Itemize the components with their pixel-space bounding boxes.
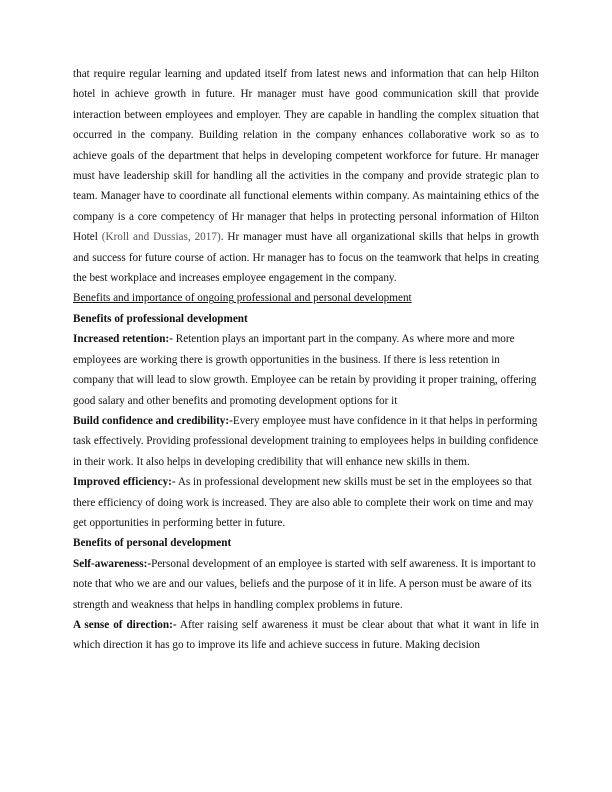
personal-heading: Benefits of personal development xyxy=(73,537,232,550)
section-title: Benefits and importance of ongoing professional and personal development xyxy=(73,292,412,305)
intro-text-1: that require regular learning and updated itself from latest news and information that can help Hilton hotel in achieve growth in future. Hr manager must have good communication skill that provide interaction between employees and employer. They are capable in handling the complex situation that occurred in the company. Building relation in the company enhances collaborative work so as to achieve goals of the department that helps in developing competent workforce for future. Hr manager must have leadership skill for handling all the activities in the company and provide strategic plan to team. Manager have to coordinate all functional elements within company. As maintaining ethics of the company is a core competency of Hr manager that helps in protecting personal information of Hilton Hotel xyxy=(73,68,539,244)
benefit-sense-of-direction xyxy=(73,615,539,656)
benefit-text: After raising self awareness it must be clear about that what it want in life in which direction it has go to improve its life and achieve success in future. Making decision xyxy=(73,618,539,652)
intro-paragraph xyxy=(73,64,539,288)
benefit-text: Retention plays an important part in the company. As where more and more employees are working there is growth opportunities in the business. If there is less retention in company that will lead to slow growth. Employee can be retain by providing it proper training, offering good salary and other benefits and promoting development options for it xyxy=(73,333,537,407)
benefit-label: Improved efficiency:- xyxy=(73,476,176,489)
citation: (Kroll and Dussias, 2017) xyxy=(101,231,221,244)
benefit-self-awareness xyxy=(73,554,539,615)
benefit-label: A sense of direction:- xyxy=(73,618,177,631)
intro-text-2: . Hr manager must have all organizational skills that helps in growth and success for future course of action. Hr manager has to focus on the teamwork that helps in creating the best workplace and increases employee engagement in the company. xyxy=(73,231,540,285)
benefit-text: Personal development of an employee is started with self awareness. It is important to note that who we are and our values, beliefs and the purpose of it in life. A person must be aware of its strength and weakness that helps in handling complex problems in future. xyxy=(73,557,536,611)
benefit-increased-retention xyxy=(73,329,539,411)
benefit-text: Every employee must have confidence in it that helps in performing task effectively. Providing professional development training to employees helps in building confidence in their work. It also helps in developing credibility that will enhance new skills in them. xyxy=(73,414,539,468)
benefit-label: Self-awareness:- xyxy=(73,557,152,570)
document-page xyxy=(73,64,539,656)
benefit-confidence-credibility xyxy=(73,411,539,472)
benefit-improved-efficiency xyxy=(73,472,539,533)
benefit-label: Build confidence and credibility:- xyxy=(73,414,233,427)
benefit-text: As in professional development new skills must be set in the employees so that there efficiency of doing work is increased. They are also able to complete their work on time and may get opportunities in performing better in future. xyxy=(73,476,534,529)
benefit-label: Increased retention:- xyxy=(73,333,173,346)
professional-heading: Benefits of professional development xyxy=(73,312,248,325)
